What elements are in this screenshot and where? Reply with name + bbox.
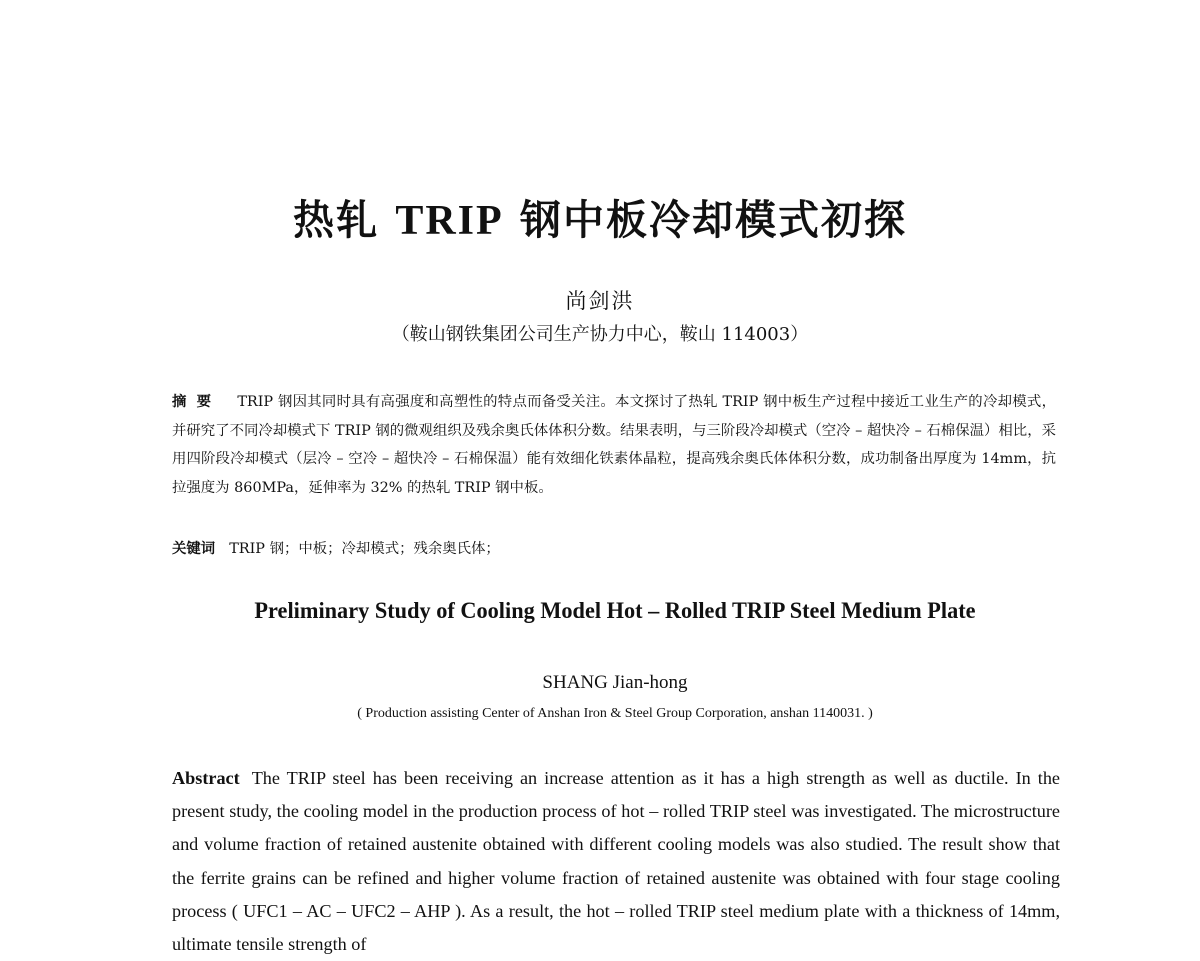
abstract-cn-label: 摘要 <box>172 394 222 410</box>
keywords-cn-label: 关键词 <box>172 541 216 557</box>
abstract-chinese <box>172 388 1056 502</box>
abstract-english <box>172 762 1060 961</box>
author-chinese: 尚剑洪 <box>565 289 635 313</box>
paper-title-english: Preliminary Study of Cooling Model Hot – Rolled TRIP Steel Medium Plate <box>254 598 976 623</box>
abstract-cn-text: TRIP 钢因其同时具有高强度和高塑性的特点而备受关注。本文探讨了热轧 TRIP 钢中板生产过程中接近工业生产的冷却模式，并研究了不同冷却模式下 TRIP 钢的微观组织及残余奥氏体体积分数。结果表明，与三阶段冷却模式（空冷 – 超快冷 – 石棉保温）相比，采用四阶段冷却模式（层冷 – 空冷 – 超快冷 – 石棉保温）能有效细化铁素体晶粒，提高残余奥氏体体积分数，成功制备出厚度为 14mm，抗拉强度为 860MPa，延伸率为 32% 的热轧 TRIP 钢中板。 <box>172 394 1056 496</box>
keywords-cn-text: TRIP 钢；中板；冷却模式；残余奥氏体； <box>229 541 500 557</box>
abstract-en-text: The TRIP steel has been receiving an increase attention as it has a high strength as well as ductile. In the present study, the cooling model in the production process of hot – rolled TRIP steel was investigated. The microstructure and volume fraction of retained austenite obtained with different cooling models was also studied. The result show that the ferrite grains can be refined and higher volume fraction of retained austenite was obtained with four stage cooling process ( UFC1 – AC – UFC2 – AHP ). As a result, the hot – rolled TRIP steel medium plate with a thickness of 14mm, ultimate tensile strength of <box>172 768 1060 955</box>
title-cn-part2: 钢中板冷却模式初探 <box>503 196 907 244</box>
keywords-chinese <box>172 536 1056 562</box>
affiliation-english: ( Production assisting Center of Anshan Iron & Steel Group Corporation, anshan 1140031. ) <box>357 706 873 721</box>
author-english: SHANG Jian-hong <box>542 672 688 693</box>
paper-title-chinese <box>0 192 1200 249</box>
title-cn-part1: 热轧 <box>293 196 396 244</box>
abstract-en-label: Abstract <box>172 768 240 788</box>
affiliation-chinese: （鞍山钢铁集团公司生产协力中心，鞍山 114003） <box>391 324 809 345</box>
title-cn-latin: TRIP <box>395 198 504 244</box>
